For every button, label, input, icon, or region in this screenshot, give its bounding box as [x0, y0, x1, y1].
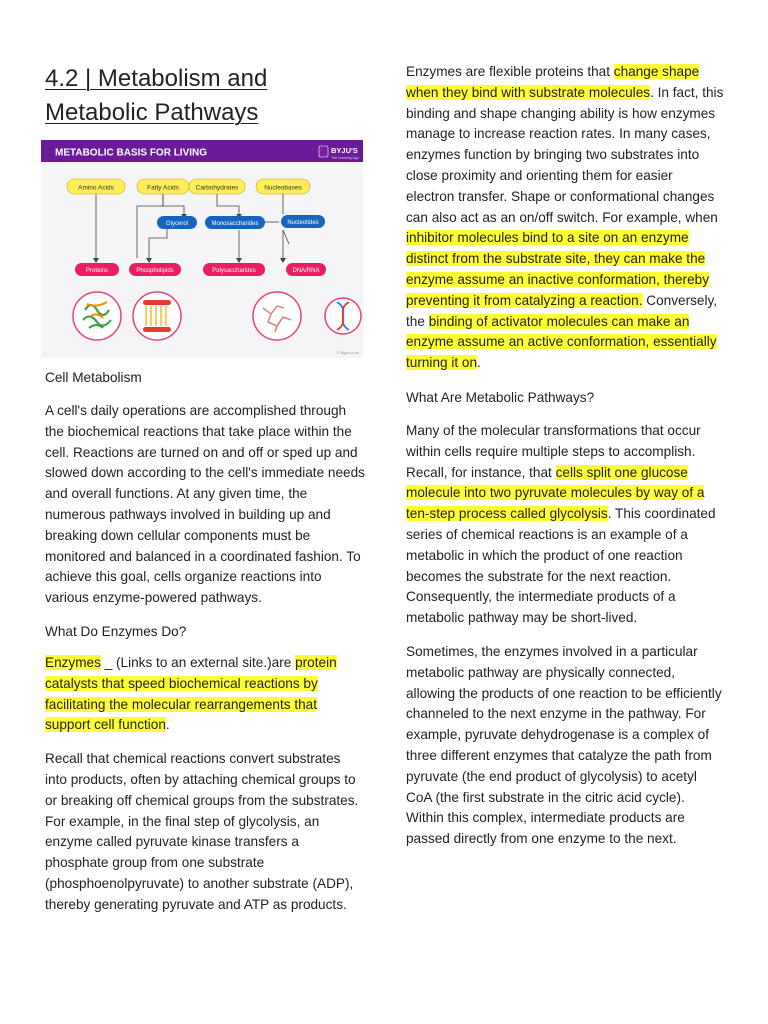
enzymes-heading: What Do Enzymes Do? [45, 623, 187, 639]
pathways-paragraph: Many of the molecular transformations that occur within cells require multiple steps to accomplish. Recall, for instance, that cells split one glucose molecule into two pyruvate molecules by way of a ten-step process called glycolysis. This coordinated series of chemical reactions is an example of a metabolic in which the product of one reaction becomes the substrate for the next reaction. Consequently, the intermediate products of a metabolic pathway may be short-lived. [406, 422, 716, 626]
chemical-reactions-paragraph: Recall that chemical reactions convert substrates into products, often by attaching chemical groups to or breaking off chemical groups from the substrates. For example, in the final step of glycolysis, an enzyme called pyruvate kinase transfers a phosphate group from one substrate (phosphoenolpyruvate) to another substrate (ADP), thereby generating pyruvate and ATP as products. [45, 751, 359, 912]
highlight-glycolysis: cells split one glucose molecule into two pyruvate molecules by way of a ten-step process called glycolysis [406, 464, 705, 522]
title-line-2: Metabolic Pathways [45, 99, 259, 126]
enzymes-link[interactable]: Enzymes [45, 654, 101, 670]
node-proteins: Proteins [85, 268, 109, 274]
right-column [406, 62, 724, 850]
phospholipid-molecule-icon [133, 292, 181, 340]
chemical-reactions-link[interactable]: chemical reactions [113, 751, 226, 767]
middle-row-nodes [157, 215, 325, 229]
node-amino-acids: Amino Acids [78, 184, 114, 192]
brand-tagline: The Learning App [331, 156, 359, 160]
highlight-protein-catalysts: protein catalysts that speed biochemical reactions by facilitating the molecular rearrangements that support cell function [45, 654, 337, 733]
enzyme-shape-paragraph: Enzymes are flexible proteins that change shape when they bind with substrate molecules. In fact, this binding and shape changing ability is how enzymes manage to increase reaction rates. In many cases, enzymes function by bringing two substrates into close proximity and orienting them for easier electron transfer. Shape or conformational changes can also act as an on/off switch. For example, when inhibitor molecules bind to a site on an enzyme distinct from the substrate site, they can make the enzyme assume an inactive conformation, thereby preventing it from catalyzing a reaction. Conversely, the binding of activator molecules can make an enzyme assume an active conformation, essentially turning it on. [406, 64, 724, 371]
brand-name: BYJU'S [331, 146, 358, 155]
node-polysaccharides: Polysaccharides [212, 268, 256, 274]
node-monosaccharides: Monosaccharides [211, 221, 259, 227]
node-dna-rna: DNA/RNA [292, 268, 320, 274]
figure-header-text: METABOLIC BASIS FOR LIVING [55, 147, 208, 159]
node-glycerol: Glycerol [165, 221, 189, 227]
figure-watermark: © Byjus.com [336, 350, 359, 355]
substrates-link[interactable]: substrates [277, 751, 341, 767]
page-title [45, 62, 267, 130]
node-fatty-acids: Fatty Acids [147, 184, 179, 192]
node-nucleobases: Nucleobases [264, 184, 302, 192]
polysaccharide-molecule-icon [253, 292, 301, 340]
node-nucleotides: Nucleotides [287, 220, 319, 226]
highlight-activator-molecules: binding of activator molecules can make an enzyme assume an active conformation, essentially turning it on [406, 313, 717, 371]
cell-metabolism-heading: Cell Metabolism [45, 370, 142, 385]
node-carbohydrates: Carbohydrates [195, 184, 239, 192]
metabolic-basis-figure [41, 140, 363, 358]
node-phospholipids: Phospholipids [136, 268, 174, 274]
highlight-inhibitor-molecules: inhibitor molecules bind to a site on an enzyme distinct from the substrate site, they can make the enzyme assume an inactive conformation, thereby preventing it from catalyzing a reaction. [406, 230, 709, 308]
products-link[interactable]: products [70, 771, 123, 787]
protein-molecule-icon [73, 292, 121, 340]
glycolysis-link[interactable]: glycolysis [238, 813, 297, 829]
byjus-logo-icon [319, 146, 328, 157]
highlight-change-shape: change shape when they bind with substrate molecules [406, 64, 700, 100]
enzyme-complex-paragraph: Sometimes, the enzymes involved in a particular metabolic pathway are physically connected, allowing the products of one reaction to be efficiently channeled to the next enzyme in the pathway. For example, pyruvate dehydrogenase is a complex of three different enzymes that catalyze the path from pyruvate (the end product of glycolysis) to acetyl CoA (the first substrate in the citric acid cycle). Within this complex, intermediate products are passed directly from one enzyme to the next. [406, 643, 722, 847]
cell-metabolism-paragraph: A cell's daily operations are accomplished through the biochemical reactions that take place within the cell. Reactions are turned on and off or sped up and slowed down according to the cell's immediate needs and overall functions. At any given time, the numerous pathways involved in building up and breaking down cellular components must be monitored and balanced in a coordinated fashion. To achieve this goal, cells organize reactions into various enzyme-powered pathways. [45, 403, 365, 606]
enzymes-paragraph: Enzymes _ (Links to an external site.)are protein catalysts that speed biochemical reactions by facilitating the molecular rearrangements that support cell function. [45, 654, 337, 733]
left-column [45, 368, 365, 916]
title-line-1: 4.2 | Metabolism and [45, 65, 268, 92]
metabolic-pathways-heading: What Are Metabolic Pathways? [406, 389, 595, 405]
dna-molecule-icon [325, 298, 361, 334]
